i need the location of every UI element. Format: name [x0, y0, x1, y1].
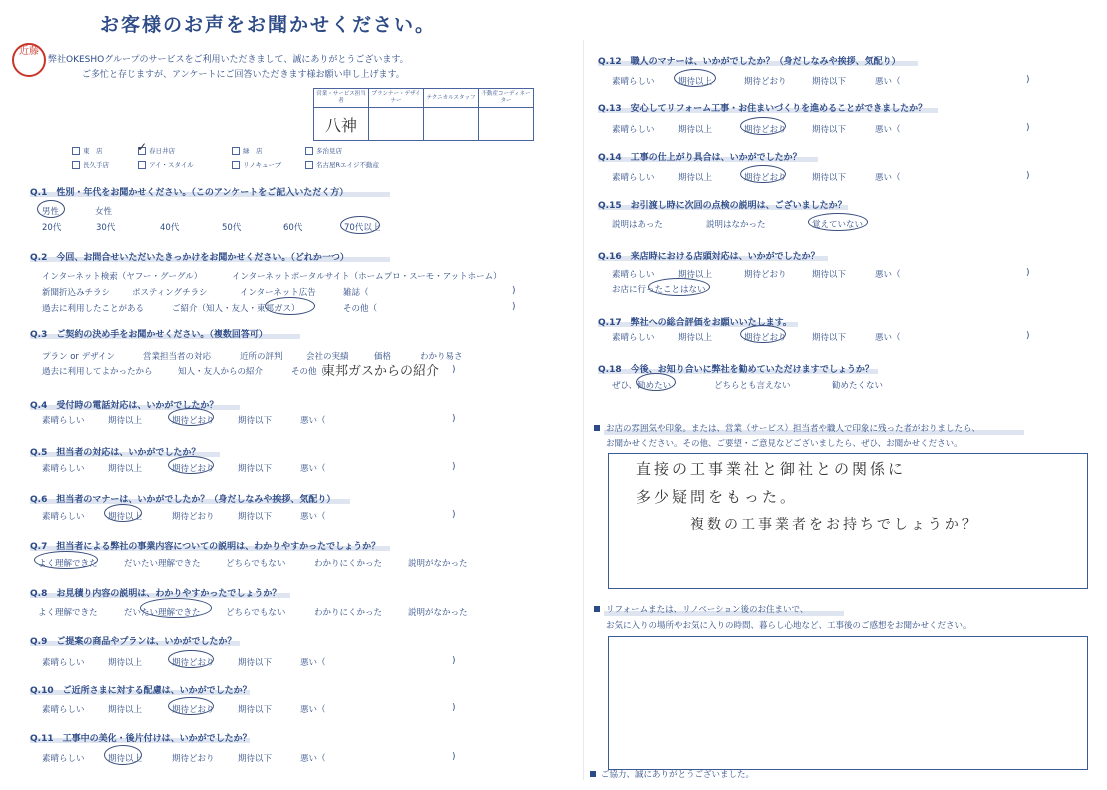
rating-bad[interactable]: 悪い（ [300, 416, 326, 426]
question-12: Q.12 職人のマナーは、いかがでしたか？（身だしなみや挨拶、気配り） [598, 57, 901, 67]
option-female[interactable]: 女性 [95, 207, 113, 217]
staff-header-sales: 営業・サービス担当者 [314, 89, 369, 108]
option-hard-to-understand[interactable]: わかりにくかった [314, 559, 383, 569]
option-explained[interactable]: 説明はあった [612, 220, 663, 230]
question-14: Q.14 工事の仕上がり具合は、いかがでしたか？ [598, 153, 802, 163]
staff-value-sales[interactable]: 八神 [314, 108, 369, 141]
rating-below[interactable]: 期待以下 [812, 125, 847, 135]
rating-below[interactable]: 期待以下 [238, 416, 273, 426]
option-internet-search[interactable]: インターネット検索（ヤフー・グーグル） [42, 272, 203, 282]
option-mostly-understood[interactable]: だいたい理解できた [124, 559, 201, 569]
comment1-handwriting-line-1: 直接の工事業社と御社との関係に [636, 460, 907, 478]
rating-as-expected[interactable]: 期待どおり [172, 464, 215, 474]
rating-as-expected[interactable]: 期待どおり [744, 270, 787, 280]
option-no-explanation[interactable]: 説明がなかった [408, 608, 468, 618]
answer-circle [34, 551, 98, 569]
option-price[interactable]: 価格 [374, 352, 392, 362]
option-neutral[interactable]: どちらでもない [226, 559, 286, 569]
question-10: Q.10 ご近所さまに対する配慮は、いかがでしたか？ [30, 686, 252, 696]
answer-circle [37, 200, 65, 218]
option-other[interactable]: その他（ [343, 304, 378, 314]
square-bullet-icon [594, 425, 600, 431]
question-4: Q.4 受付時の電話対応は、いかがでしたか？ [30, 401, 219, 411]
answer-circle [265, 297, 315, 315]
rating-bad[interactable]: 悪い（ [875, 125, 901, 135]
rating-bad[interactable]: 悪い（ [300, 754, 326, 764]
option-track-record[interactable]: 会社の実績 [306, 352, 349, 362]
comment2-label-1: リフォームまたは、リノベーション後のお住まいで、 [606, 605, 809, 615]
option-portal-site[interactable]: インターネットポータルサイト（ホームプロ・スーモ・アットホーム） [232, 272, 502, 282]
rating-excellent[interactable]: 素晴らしい [612, 173, 655, 183]
rating-as-expected[interactable]: 期待どおり [172, 512, 215, 522]
option-other[interactable]: その他（ [291, 367, 326, 377]
option-no-explanation[interactable]: 説明がなかった [408, 559, 468, 569]
question-17: Q.17 弊社への総合評価をお願いいたします。 [598, 318, 792, 328]
checkbox-icon [305, 147, 313, 155]
rating-above[interactable]: 期待以上 [108, 512, 143, 522]
rating-below[interactable]: 期待以下 [238, 754, 273, 764]
handwritten-answer[interactable]: 東邦ガスからの紹介 [322, 364, 440, 379]
staff-value-technical[interactable] [424, 108, 479, 141]
option-understood-well[interactable]: よく理解できた [38, 559, 98, 569]
answer-circle [168, 456, 214, 474]
checkbox-icon [232, 147, 240, 155]
rating-as-expected[interactable]: 期待どおり [172, 416, 215, 426]
rating-excellent[interactable]: 素晴らしい [42, 464, 85, 474]
option-magazine[interactable]: 雑誌（ [343, 288, 369, 298]
question-2: Q.2 今回、お問合せいただいたきっかけをお聞かせください。（どれか一つ） [30, 253, 349, 263]
comment2-textarea[interactable] [608, 636, 1088, 770]
shop-kasugai[interactable]: 春日井店 [138, 146, 175, 155]
rating-excellent[interactable]: 素晴らしい [612, 77, 655, 87]
option-sales-staff[interactable]: 営業担当者の対応 [143, 352, 212, 362]
staff-table [313, 88, 534, 141]
square-bullet-icon [590, 771, 596, 777]
rating-below[interactable]: 期待以下 [812, 270, 847, 280]
rating-below[interactable]: 期待以下 [238, 512, 273, 522]
question-1: Q.1 性別・年代をお聞かせください。（このアンケートをご記入いただく方） [30, 188, 349, 198]
option-neutral[interactable]: どちらでもない [226, 608, 286, 618]
rating-below[interactable]: 期待以下 [238, 658, 273, 668]
answer-circle [104, 745, 142, 765]
answer-circle [104, 504, 142, 522]
rating-bad[interactable]: 悪い（ [300, 705, 326, 715]
shop-higashi[interactable]: 東 店 [72, 146, 103, 155]
option-clarity[interactable]: わかり易さ [420, 352, 463, 362]
rating-above[interactable]: 期待以上 [678, 125, 713, 135]
survey-title: お客様のお声をお聞かせください。 [100, 14, 437, 36]
rating-as-expected[interactable]: 期待どおり [172, 705, 215, 715]
comment1-label-1: お店の雰囲気や印象。または、営業（サービス）担当者や職人で印象に残った者がおりましたら、 [606, 424, 981, 434]
rating-excellent[interactable]: 素晴らしい [612, 333, 655, 343]
answer-circle [340, 216, 380, 234]
answer-circle [648, 278, 710, 296]
question-9: Q.9 ご提案の商品やプランは、いかがでしたか？ [30, 637, 237, 647]
rating-bad[interactable]: 悪い（ [875, 173, 901, 183]
option-used-before[interactable]: 過去に利用したことがある [42, 304, 145, 314]
rating-above[interactable]: 期待以上 [678, 173, 713, 183]
rating-above[interactable]: 期待以上 [108, 754, 143, 764]
staff-header-realestate: 不動産コーディネーター [479, 89, 534, 108]
answer-circle [168, 650, 214, 668]
answer-circle [674, 69, 716, 87]
staff-value-planner[interactable] [369, 108, 424, 141]
footer-thanks: ご協力、誠にありがとうございました。 [601, 770, 755, 780]
rating-above[interactable]: 期待以上 [678, 333, 713, 343]
option-internet-ad[interactable]: インターネット広告 [240, 288, 316, 298]
answer-circle [808, 213, 868, 231]
checkbox-icon [138, 161, 146, 169]
option-70s-plus[interactable]: 70代以上 [344, 223, 381, 233]
option-20s[interactable]: 20代 [42, 223, 62, 233]
checkbox-icon [232, 161, 240, 169]
rating-below[interactable]: 期待以下 [812, 77, 847, 87]
option-reputation[interactable]: 近所の評判 [240, 352, 283, 362]
option-40s[interactable]: 40代 [160, 223, 180, 233]
answer-circle [636, 373, 676, 391]
comment2-label-2: お気に入りの場所やお気に入りの時間、暮らし心地など、工事後のご感想をお聞かせください。 [606, 621, 972, 631]
option-plan-design[interactable]: プラン or デザイン [42, 352, 116, 362]
option-not-explained[interactable]: 説明はなかった [706, 220, 766, 230]
question-11: Q.11 工事中の美化・後片付けは、いかがでしたか？ [30, 734, 252, 744]
column-divider [583, 40, 584, 780]
rating-bad[interactable]: 悪い（ [875, 333, 901, 343]
rating-above[interactable]: 期待以上 [678, 270, 713, 280]
rating-excellent[interactable]: 素晴らしい [612, 270, 655, 280]
rating-bad[interactable]: 悪い（ [300, 512, 326, 522]
rating-as-expected[interactable]: 期待どおり [744, 173, 787, 183]
option-newspaper-flyer[interactable]: 新聞折込みチラシ [42, 288, 111, 298]
rating-as-expected[interactable]: 期待どおり [172, 754, 215, 764]
rating-as-expected[interactable]: 期待どおり [744, 125, 787, 135]
rating-bad[interactable]: 悪い（ [875, 270, 901, 280]
square-bullet-icon [594, 606, 600, 612]
rating-below[interactable]: 期待以下 [238, 705, 273, 715]
rating-bad[interactable]: 悪い（ [300, 464, 326, 474]
answer-circle [740, 325, 786, 343]
comment1-label-2: お聞かせください。その他、ご要望・ご意見などございましたら、ぜひ、お聞かせください。 [606, 439, 963, 449]
intro-line-1: 弊社OKESHOグループのサービスをご利用いただきまして、誠にありがとうございます。 [48, 55, 409, 65]
option-male[interactable]: 男性 [42, 207, 60, 217]
option-30s[interactable]: 30代 [96, 223, 116, 233]
option-good-past[interactable]: 過去に利用してよかったから [42, 367, 153, 377]
question-8: Q.8 お見積り内容の説明は、わかりやすかったでしょうか？ [30, 589, 282, 599]
shop-renocube[interactable]: リノキューブ [232, 160, 281, 169]
rating-below[interactable]: 期待以下 [812, 333, 847, 343]
rating-as-expected[interactable]: 期待どおり [744, 77, 787, 87]
option-50s[interactable]: 50代 [222, 223, 242, 233]
option-friend-referral[interactable]: 知人・友人からの紹介 [178, 367, 264, 377]
rating-above[interactable]: 期待以上 [108, 658, 143, 668]
answer-circle [740, 165, 786, 183]
rating-as-expected[interactable]: 期待どおり [172, 658, 215, 668]
shop-midori[interactable]: 緑 店 [232, 146, 263, 155]
answer-circle [168, 697, 214, 715]
option-60s[interactable]: 60代 [283, 223, 303, 233]
checkmark-icon: ✓ [137, 140, 148, 154]
staff-header-planner: プランナー・デザイナー [369, 89, 424, 108]
answer-circle [740, 117, 786, 135]
option-posting-flyer[interactable]: ポスティングチラシ [132, 288, 208, 298]
staff-value-realestate[interactable] [479, 108, 534, 141]
rating-excellent[interactable]: 素晴らしい [612, 125, 655, 135]
question-18: Q.18 今後、お知り合いに弊社を勧めていただけますでしょうか？ [598, 365, 874, 375]
intro-line-2: ご多忙と存じますが、アンケートにご回答いただきます様お願い申し上げます。 [82, 70, 405, 80]
comment1-handwriting-line-2: 多少疑問をもった。 [636, 488, 799, 506]
rating-excellent[interactable]: 素晴らしい [42, 512, 85, 522]
question-16: Q.16 来店時における店頭対応は、いかがでしたか？ [598, 252, 820, 262]
company-seal: 近藤 [12, 43, 46, 77]
option-referral[interactable]: ご紹介（知人・友人・東邦ガス） [172, 304, 300, 314]
question-5: Q.5 担当者の対応は、いかがでしたか？ [30, 448, 201, 458]
rating-bad[interactable]: 悪い（ [300, 658, 326, 668]
question-15: Q.15 お引渡し時に次回の点検の説明は、ございましたか？ [598, 201, 847, 211]
rating-above[interactable]: 期待以上 [108, 464, 143, 474]
option-dont-remember[interactable]: 覚えていない [812, 220, 864, 230]
option-recommend[interactable]: ぜひ、勧めたい [612, 381, 672, 391]
option-understood-well[interactable]: よく理解できた [38, 608, 98, 618]
shop-nagoya-r-age[interactable]: 名古屋Rエイジ不動産 [305, 160, 379, 169]
question-13: Q.13 安心してリフォーム工事・お住まいづくりを進めることができましたか？ [598, 104, 928, 114]
rating-as-expected[interactable]: 期待どおり [744, 333, 787, 343]
rating-excellent[interactable]: 素晴らしい [42, 416, 85, 426]
answer-circle [168, 408, 214, 426]
shop-tajimi[interactable]: 多治見店 [305, 146, 342, 155]
comment1-handwriting-line-3: 複数の工事業者をお持ちでしょうか？ [690, 517, 979, 533]
rating-bad[interactable]: 悪い（ [875, 77, 901, 87]
answer-circle [140, 598, 212, 618]
checkbox-icon [72, 147, 80, 155]
shop-nagakute[interactable]: 長久手店 [72, 160, 109, 169]
question-3: Q.3 ご契約の決め手をお聞かせください。（複数回答可） [30, 330, 268, 340]
rating-below[interactable]: 期待以下 [812, 173, 847, 183]
rating-excellent[interactable]: 素晴らしい [42, 754, 85, 764]
rating-above[interactable]: 期待以上 [108, 705, 143, 715]
checkbox-icon [72, 161, 80, 169]
checkbox-icon [305, 161, 313, 169]
staff-header-technical: テクニカルスタッフ [424, 89, 479, 108]
question-6: Q.6 担当者のマナーは、いかがでしたか？（身だしなみや挨拶、気配り） [30, 495, 336, 505]
option-mostly-understood[interactable]: だいたい理解できた [124, 608, 201, 618]
option-hard-to-understand[interactable]: わかりにくかった [314, 608, 383, 618]
rating-excellent[interactable]: 素晴らしい [42, 658, 85, 668]
question-7: Q.7 担当者による弊社の事業内容についての説明は、わかりやすかったでしょうか？ [30, 542, 381, 552]
rating-above[interactable]: 期待以上 [108, 416, 143, 426]
rating-below[interactable]: 期待以下 [238, 464, 273, 474]
rating-excellent[interactable]: 素晴らしい [42, 705, 85, 715]
rating-above[interactable]: 期待以上 [678, 77, 713, 87]
option-cant-say[interactable]: どちらとも言えない [714, 381, 791, 391]
option-not-recommend[interactable]: 勧めたくない [832, 381, 884, 391]
option-never-visited[interactable]: お店に行ったことはない [612, 285, 706, 295]
shop-istyle[interactable]: アイ・スタイル [138, 160, 194, 169]
